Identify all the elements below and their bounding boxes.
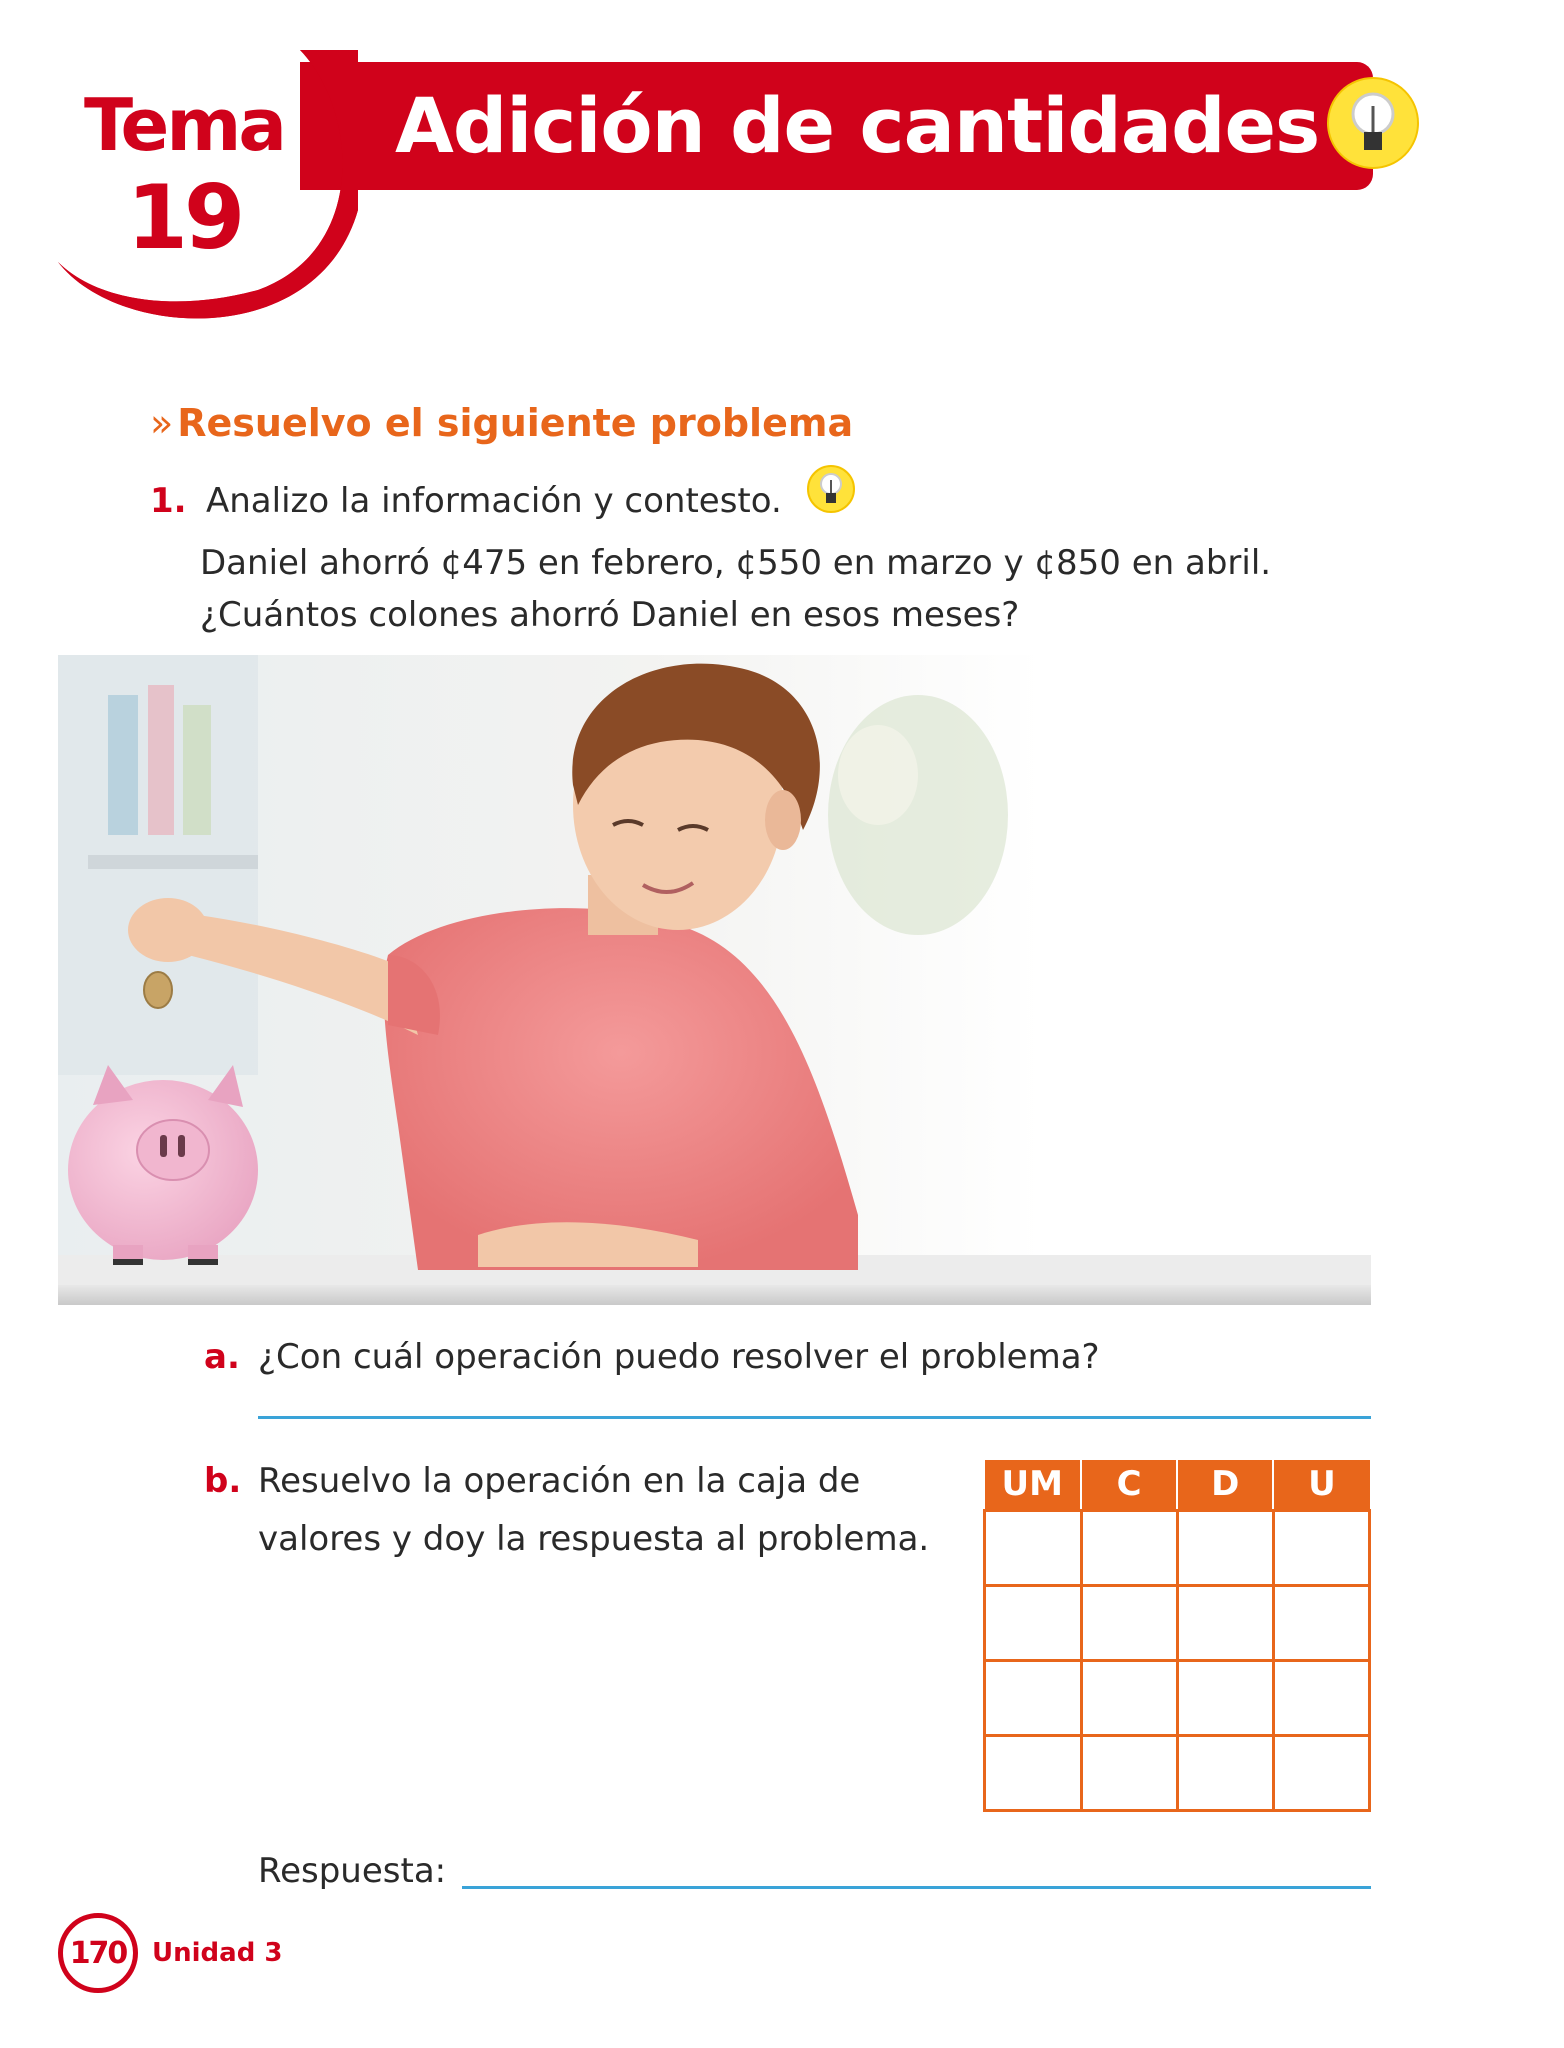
header-d: D [1177,1460,1273,1510]
table-cell[interactable] [1273,1510,1369,1585]
tema-label: Tema [84,83,284,167]
question-b-text-line: Resuelvo la operación en la caja de [258,1461,861,1501]
table-cell[interactable] [1081,1660,1177,1735]
table-row [985,1510,1370,1585]
table-row [985,1660,1370,1735]
table-cell[interactable] [985,1660,1082,1735]
exercise-number: 1. [150,481,187,521]
lightbulb-icon [1326,76,1420,170]
table-cell[interactable] [1177,1585,1273,1660]
section-heading [150,398,853,448]
table-cell[interactable] [1081,1510,1177,1585]
place-value-table [983,1460,1371,1812]
problem-line: ¿Cuántos colones ahorró Daniel en esos meses? [200,595,1020,635]
problem-line: Daniel ahorró ¢475 en febrero, ¢550 en marzo y ¢850 en abril. [200,543,1272,583]
table-cell[interactable] [985,1510,1082,1585]
lightbulb-icon [806,464,856,514]
unit-label: Unidad 3 [152,1938,283,1968]
table-cell[interactable] [1177,1660,1273,1735]
question-b-text-line: valores y doy la respuesta al problema. [258,1519,930,1559]
tema-number: 19 [126,166,242,269]
table-cell[interactable] [985,1735,1082,1810]
table-cell[interactable] [1273,1585,1369,1660]
header-u: U [1273,1460,1369,1510]
table-cell[interactable] [1081,1735,1177,1810]
answer-label: Respuesta: [258,1851,447,1891]
header-um: UM [985,1460,1082,1510]
header-c: C [1081,1460,1177,1510]
table-cell[interactable] [1273,1735,1369,1810]
answer-line-a[interactable] [258,1416,1371,1419]
answer-line[interactable] [462,1886,1371,1889]
question-b-letter: b. [204,1461,242,1501]
page-title: Adición de cantidades [395,81,1320,170]
table-cell[interactable] [1177,1735,1273,1810]
table-row [985,1585,1370,1660]
table-row [985,1735,1370,1810]
section-heading-text: Resuelvo el siguiente problema [177,401,854,445]
table-cell[interactable] [1177,1510,1273,1585]
photo-bottom-strip [58,1285,1371,1305]
section-marker: » [150,401,174,445]
question-a-letter: a. [204,1337,240,1377]
page-number: 170 [58,1913,138,1993]
place-value-header-row [985,1460,1370,1510]
table-cell[interactable] [1081,1585,1177,1660]
table-cell[interactable] [985,1585,1082,1660]
boy-piggy-bank-photo [58,655,1371,1305]
table-cell[interactable] [1273,1660,1369,1735]
question-a-text: ¿Con cuál operación puedo resolver el problema? [258,1337,1100,1377]
exercise-instruction: Analizo la información y contesto. [206,481,782,521]
